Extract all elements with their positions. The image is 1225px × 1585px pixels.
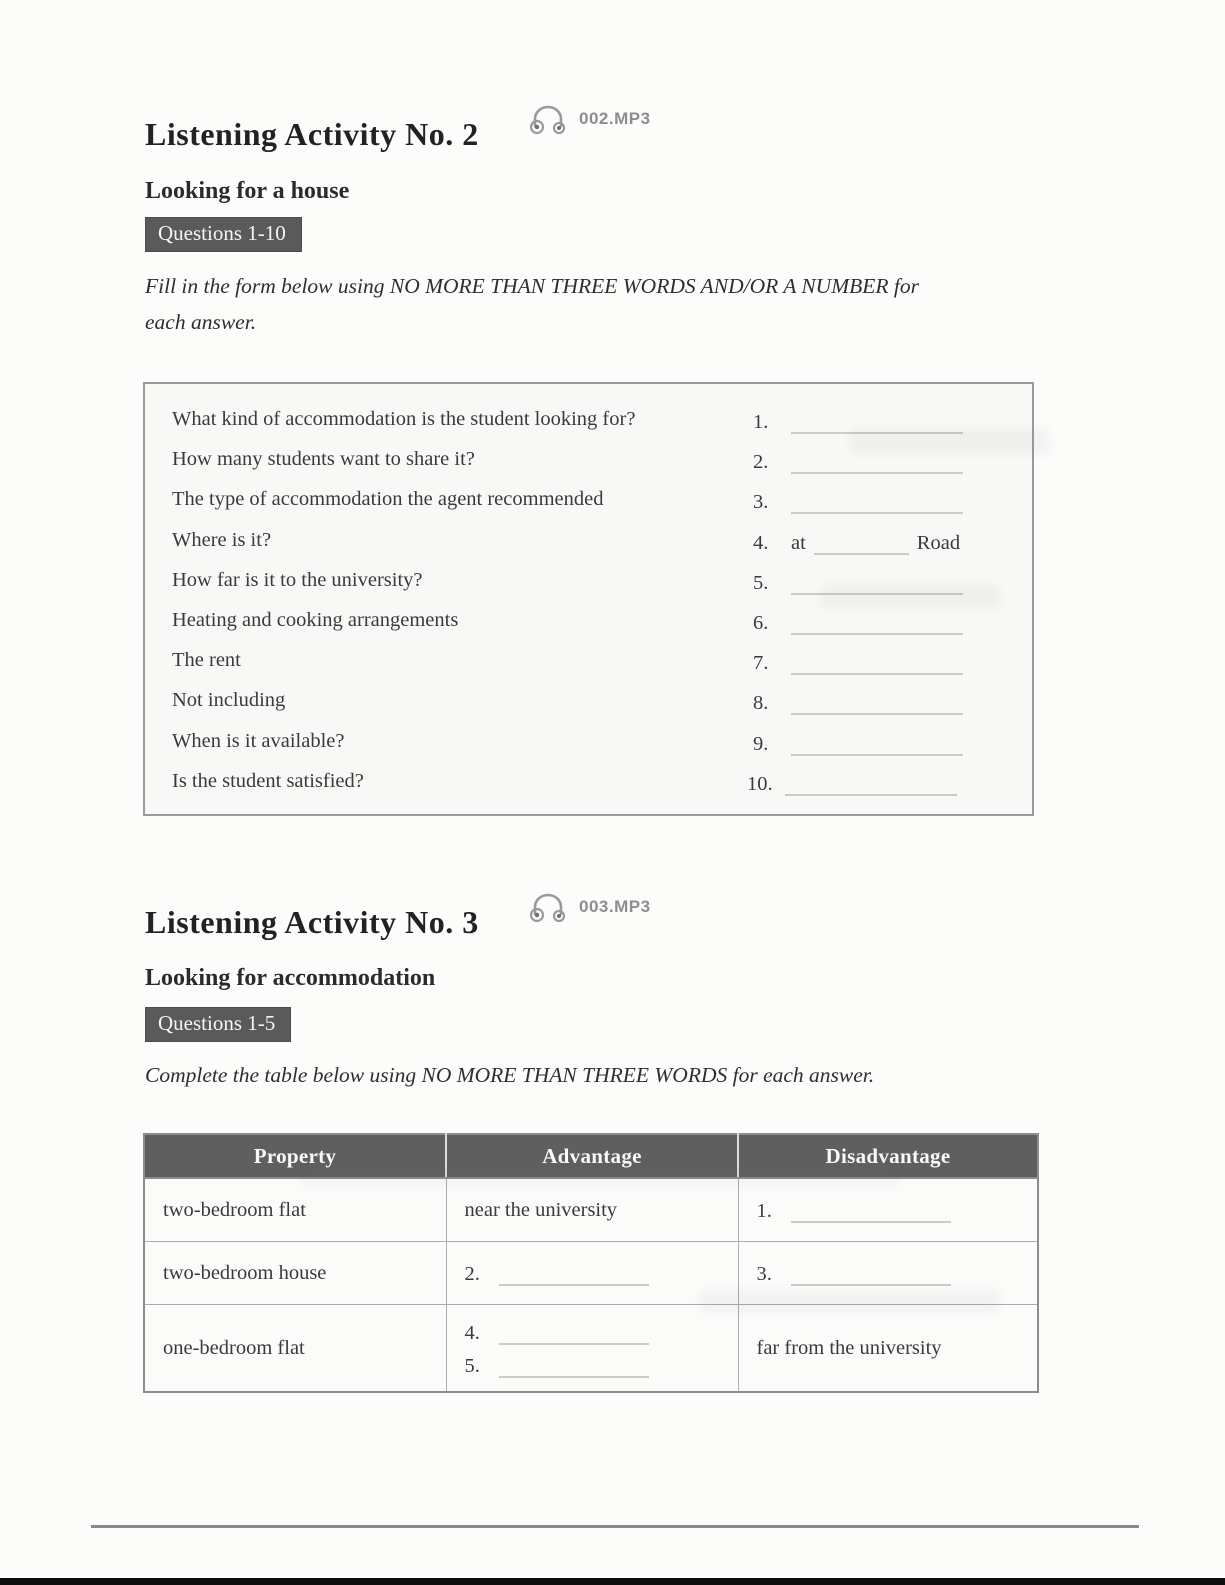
- bleed-through-artifact: [850, 428, 1050, 454]
- disadvantage-cell: far from the university: [738, 1305, 1038, 1393]
- property-cell: two-bedroom house: [144, 1242, 446, 1305]
- table-row: [144, 1305, 1038, 1393]
- answer-number: 9.: [753, 732, 769, 755]
- headphones-icon: [528, 102, 570, 136]
- activity2-instruction: [145, 268, 919, 340]
- answer-blank: [785, 770, 957, 796]
- column-header-property: Property: [144, 1134, 446, 1178]
- form-question: Is the student satisfied?: [172, 769, 364, 792]
- answer-number: 7.: [753, 652, 769, 675]
- advantage-cell: [446, 1242, 738, 1305]
- form-row: [145, 642, 1032, 682]
- answer-blank: [791, 649, 963, 675]
- answer-blank: [791, 1260, 951, 1286]
- activity3-questions-badge: Questions 1-5: [145, 1007, 291, 1042]
- activity2-subtitle: Looking for a house: [145, 177, 350, 204]
- answer-number: 5.: [464, 1354, 480, 1377]
- answer-blank: [814, 529, 909, 555]
- activity3-title: Listening Activity No. 3: [145, 904, 479, 941]
- form-row: [145, 763, 1032, 803]
- form-question: Heating and cooking arrangements: [172, 608, 459, 631]
- form-question: The type of accommodation the agent recommended: [172, 488, 604, 511]
- property-cell: one-bedroom flat: [144, 1305, 446, 1393]
- footer-rule: [91, 1525, 1139, 1528]
- table-row: [144, 1178, 1038, 1242]
- form-row: [145, 481, 1032, 521]
- form-row: [145, 682, 1032, 722]
- answer-number: 5.: [753, 571, 769, 594]
- form-question: Not including: [172, 689, 286, 712]
- form-question: Where is it?: [172, 528, 272, 551]
- bleed-through-artifact: [700, 1290, 1000, 1312]
- activity3-audio-filename: 003.MP3: [579, 897, 651, 916]
- answer-blank: [791, 730, 963, 756]
- instruction-line: each answer.: [145, 310, 257, 334]
- disadvantage-cell: [738, 1178, 1038, 1242]
- answer-number: 2.: [753, 451, 769, 474]
- answer-blank: [791, 1197, 951, 1223]
- column-header-advantage: Advantage: [446, 1134, 738, 1178]
- headphones-icon: [528, 890, 570, 924]
- activity3-subtitle: Looking for accommodation: [145, 964, 436, 991]
- answer-suffix: Road: [916, 531, 961, 554]
- form-row: [145, 723, 1032, 763]
- form-question: How many students want to share it?: [172, 448, 475, 471]
- answer-number: 6.: [753, 611, 769, 634]
- answer-number: 1.: [756, 1200, 772, 1222]
- answer-number: 10.: [747, 772, 773, 795]
- activity2-questions-badge: Questions 1-10: [145, 217, 302, 252]
- answer-number: 2.: [464, 1263, 480, 1285]
- answer-number: 4.: [464, 1321, 480, 1344]
- page-edge-bar: [0, 1578, 1225, 1585]
- answer-number: 3.: [756, 1263, 772, 1285]
- advantage-cell: near the university: [446, 1178, 738, 1242]
- form-question: What kind of accommodation is the student looking for?: [172, 408, 636, 430]
- form-row: [145, 522, 1032, 562]
- property-cell: two-bedroom flat: [144, 1178, 446, 1242]
- instruction-line: Fill in the form below using NO MORE THAN THREE WORDS AND/OR A NUMBER for: [145, 274, 919, 298]
- answer-number: 4.: [753, 531, 769, 554]
- answer-blank: [791, 609, 963, 635]
- answer-blank: [499, 1352, 649, 1378]
- answer-number: 1.: [753, 411, 769, 433]
- form-question: How far is it to the university?: [172, 568, 423, 591]
- form-question: The rent: [172, 649, 241, 672]
- column-header-disadvantage: Disadvantage: [738, 1134, 1038, 1178]
- answer-number: 3.: [753, 491, 769, 514]
- answer-prefix: at: [791, 531, 806, 554]
- bleed-through-artifact: [300, 1165, 900, 1185]
- answer-blank: [499, 1319, 649, 1345]
- answer-number: 8.: [753, 692, 769, 715]
- answer-blank: [499, 1260, 649, 1286]
- activity2-audio-tag: [528, 102, 651, 136]
- activity3-audio-tag: [528, 890, 651, 924]
- answer-blank: [791, 488, 963, 514]
- form-question: When is it available?: [172, 729, 345, 752]
- activity2-audio-filename: 002.MP3: [579, 109, 651, 128]
- activity2-title: Listening Activity No. 2: [145, 116, 479, 153]
- activity3-instruction: Complete the table below using NO MORE THAN THREE WORDS for each answer.: [145, 1063, 875, 1087]
- advantage-cell: [446, 1305, 738, 1393]
- bleed-through-artifact: [820, 585, 1000, 609]
- answer-blank: [791, 689, 963, 715]
